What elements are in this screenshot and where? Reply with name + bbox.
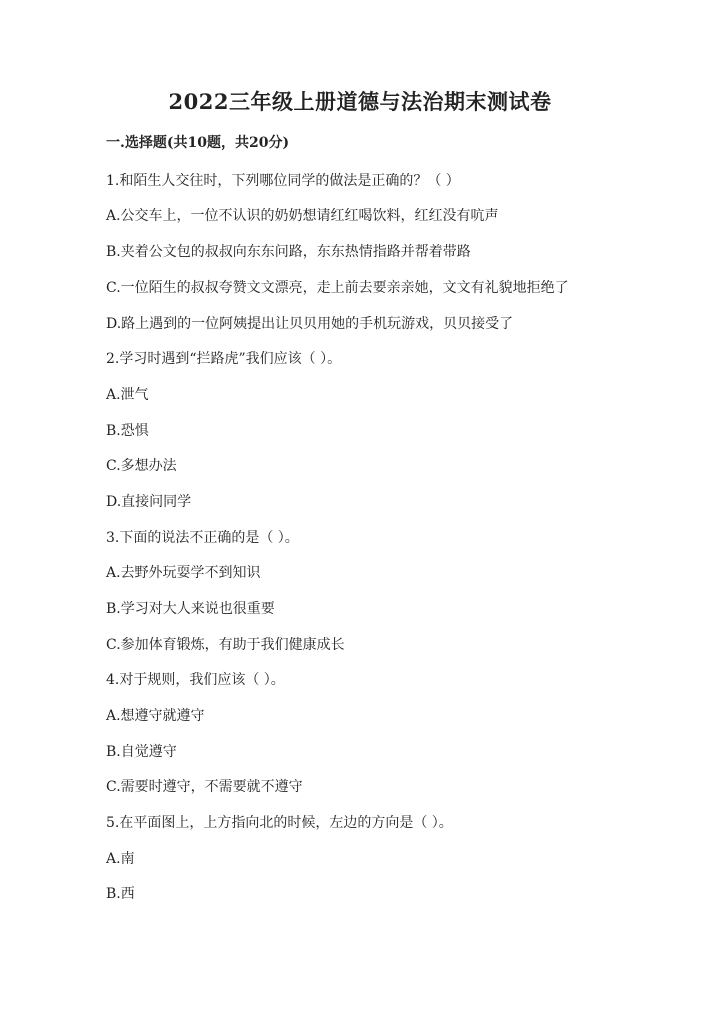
question-2: 2.学习时遇到“拦路虎”我们应该（ ）。	[106, 351, 342, 367]
question-2-option-d: D.直接问同学	[106, 494, 192, 510]
question-3-option-c: C.参加体育锻炼，有助于我们健康成长	[106, 637, 345, 653]
question-4-option-c: C.需要时遵守，不需要就不遵守	[106, 779, 303, 795]
question-1-option-c: C.一位陌生的叔叔夸赞文文漂亮，走上前去要亲亲她，文文有礼貌地拒绝了	[106, 280, 569, 296]
question-2-option-c: C.多想办法	[106, 458, 177, 474]
question-2-option-a: A.泄气	[106, 387, 149, 403]
question-1-option-d: D.路上遇到的一位阿姨提出让贝贝用她的手机玩游戏，贝贝接受了	[106, 316, 514, 332]
question-5: 5.在平面图上，上方指向北的时候，左边的方向是（ ）。	[106, 815, 453, 831]
question-4-option-b: B.自觉遵守	[106, 744, 177, 760]
question-3-option-a: A.去野外玩耍学不到知识	[106, 565, 261, 581]
section-heading: 一.选择题(共10题，共20分)	[106, 135, 290, 151]
question-4: 4.对于规则，我们应该（ ）。	[106, 672, 285, 688]
question-2-option-b: B.恐惧	[106, 423, 149, 439]
question-5-option-b: B.西	[106, 886, 135, 902]
question-3-option-b: B.学习对大人来说也很重要	[106, 601, 275, 617]
question-1: 1.和陌生人交往时，下列哪位同学的做法是正确的？（ ）	[106, 173, 460, 189]
page-title: 2022三年级上册道德与法治期末测试卷	[168, 89, 552, 114]
question-1-option-b: B.夹着公文包的叔叔向东东问路，东东热情指路并帮着带路	[106, 244, 471, 260]
question-3: 3.下面的说法不正确的是（ ）。	[106, 530, 299, 546]
question-4-option-a: A.想遵守就遵守	[106, 708, 205, 724]
question-5-option-a: A.南	[106, 851, 135, 867]
question-1-option-a: A.公交车上，一位不认识的奶奶想请红红喝饮料，红红没有吭声	[106, 208, 499, 224]
